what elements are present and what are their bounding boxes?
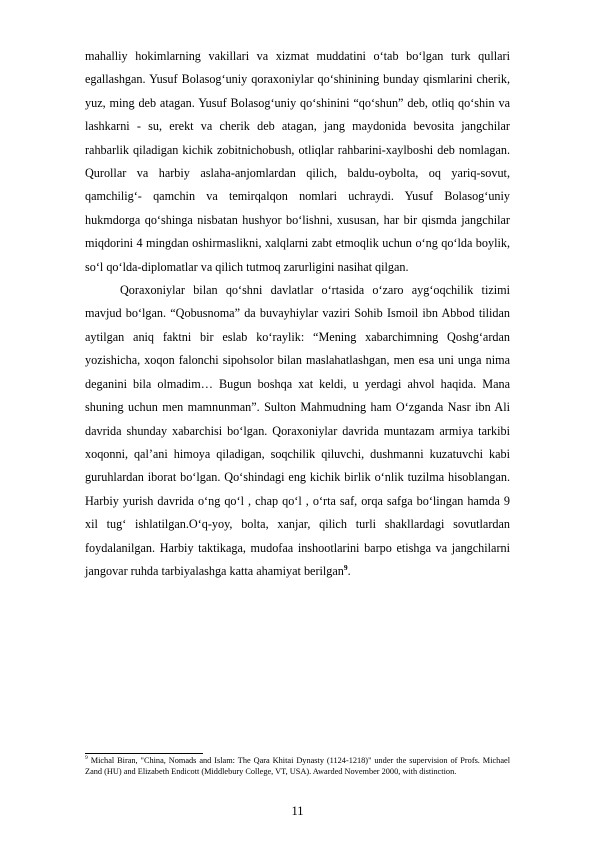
footnote-reference[interactable]: 9	[343, 562, 348, 572]
footnote-text: Michal Biran, "China, Nomads and Islam: The Qara Khitai Dynasty (1124-1218)" under the supervision of Profs. Michael Zand (HU) and Elizabeth Endicott (Middlebury College, VT, USA). Awarded November 2000, with distinction.	[85, 756, 510, 776]
footnote-marker: 9	[85, 755, 88, 762]
footnote-separator	[85, 753, 203, 754]
footnote	[85, 756, 510, 777]
paragraph-1-text: mahalliy hokimlarning vakillari va xizmat muddatini o‘tab bo‘lgan turk qullari egallashgan. Yusuf Bolasog‘uniy qoraxoniylar qo‘shinining bunday qismlarini cherik, yuz, ming deb atagan. Yusuf Bolasog‘uniy qo‘shinini “qo‘shun” deb, otliq qo‘shin va lashkarni - su, erekt va cherik deb atagan, jang maydonida bevosita jangchilar rahbarlik qiladigan kichik zobitnichobush, otliqlar rahbarini-xaylboshi deb nomlagan. Qurollar va harbiy aslaha-anjomlardan qilich, baldu-oybolta, oq yariq-sovut, qamchilig‘- qamchin va temirqalqon nomlari uchraydi. Yusuf Bolasog‘uniy hukmdorga qo‘shinga nisbatan hushyor bo‘lishni, xususan, har bir qismda jangchilar miqdorini 4 mingdan oshirmaslikni, xalqlarni zabt etmoqlik uchun o‘ng qo‘lda boylik, so‘l qo‘lda-diplomatlar va qilich tutmoq zarurligini nasihat qilgan.	[85, 49, 510, 274]
paragraph-2: Qoraxoniylar bilan qo‘shni davlatlar o‘rtasida o‘zaro ayg‘oqchilik tizimi mavjud bo‘lgan. “Qobusnoma” da buvayhiylar vaziri Sohib Ismoil ibn Abbod tilidan aytilgan aniq faktni bir eslab ko‘raylik: “Mening xabarchimning Qoshg‘ardan yozishicha, xoqon falonchi sipohsolor bilan maslahatlashgan, men esa uni unga nima deganini bila olmadim… Bugun boshqa xat keldi, u yerdagi ahvol haqida. Mana shuning uchun men mamnunman”. Sulton Mahmudning ham O‘zganda Nasr ibn Ali davrida shunday xabarchisi bo‘lgan. Qoraxoniylar davrida muntazam armiya tarkibi xoqonni, qal’ani himoya qiladigan, soqchilik qiluvchi, dushmanni kuzatuvchi kabi guruhlardan iborat bo‘lgan. Qo‘shindagi eng kichik birlik o‘nlik tuzilma hisoblangan. Harbiy yurish davrida o‘ng qo‘l , chap qo‘l , o‘rta saf, orqa safga bo‘lingan hamda 9 xil tug‘ ishlatilgan.O‘q-yoy, bolta, xanjar, qilich turli shakllardagi sovutlardan foydalanilgan. Harbiy taktikaga, mudofaa inshootlarini barpo etishga va jangchilarni jangovar ruhda tarbiyalashga katta ahamiyat berilgan$^9$.	[85, 283, 510, 578]
paragraph-2-text: Qoraxoniylar bilan qo‘shni davlatlar o‘rtasida o‘zaro ayg‘oqchilik tizimi mavjud bo‘lgan. “Qobusnoma” da buvayhiylar vaziri Sohib Ismoil ibn Abbod tilidan aytilgan aniq faktni bir eslab ko‘raylik: “Mening xabarchimning Qoshg‘ardan yozishicha, xoqon falonchi sipohsolor bilan maslahatlashgan, men esa uni unga nima deganini bila olmadim… Bugun boshqa xat keldi, u yerdagi ahvol haqida. Mana shuning uchun men mamnunman”. Sulton Mahmudning ham O‘zganda Nasr ibn Ali davrida shunday xabarchisi bo‘lgan. Qoraxoniylar davrida muntazam armiya tarkibi xoqonni, qal’ani himoya qiladigan, soqchilik qiluvchi, dushmanni kuzatuvchi kabi guruhlardan iborat bo‘lgan. Qo‘shindagi eng kichik birlik o‘nlik tuzilma hisoblangan. Harbiy yurish davrida o‘ng qo‘l , chap qo‘l , o‘rta saf, orqa safga bo‘lingan hamda 9 xil tug‘ ishlatilgan.O‘q-yoy, bolta, xanjar, qilich turli shakllardagi sovutlardan foydalanilgan. Harbiy taktikaga, mudofaa inshootlarini barpo etishga va jangchilarni jangovar ruhda tarbiyalashga katta ahamiyat berilgan	[85, 283, 510, 578]
page-number: 11	[291, 804, 304, 818]
main-text	[85, 45, 510, 583]
paragraph-1	[85, 45, 510, 279]
